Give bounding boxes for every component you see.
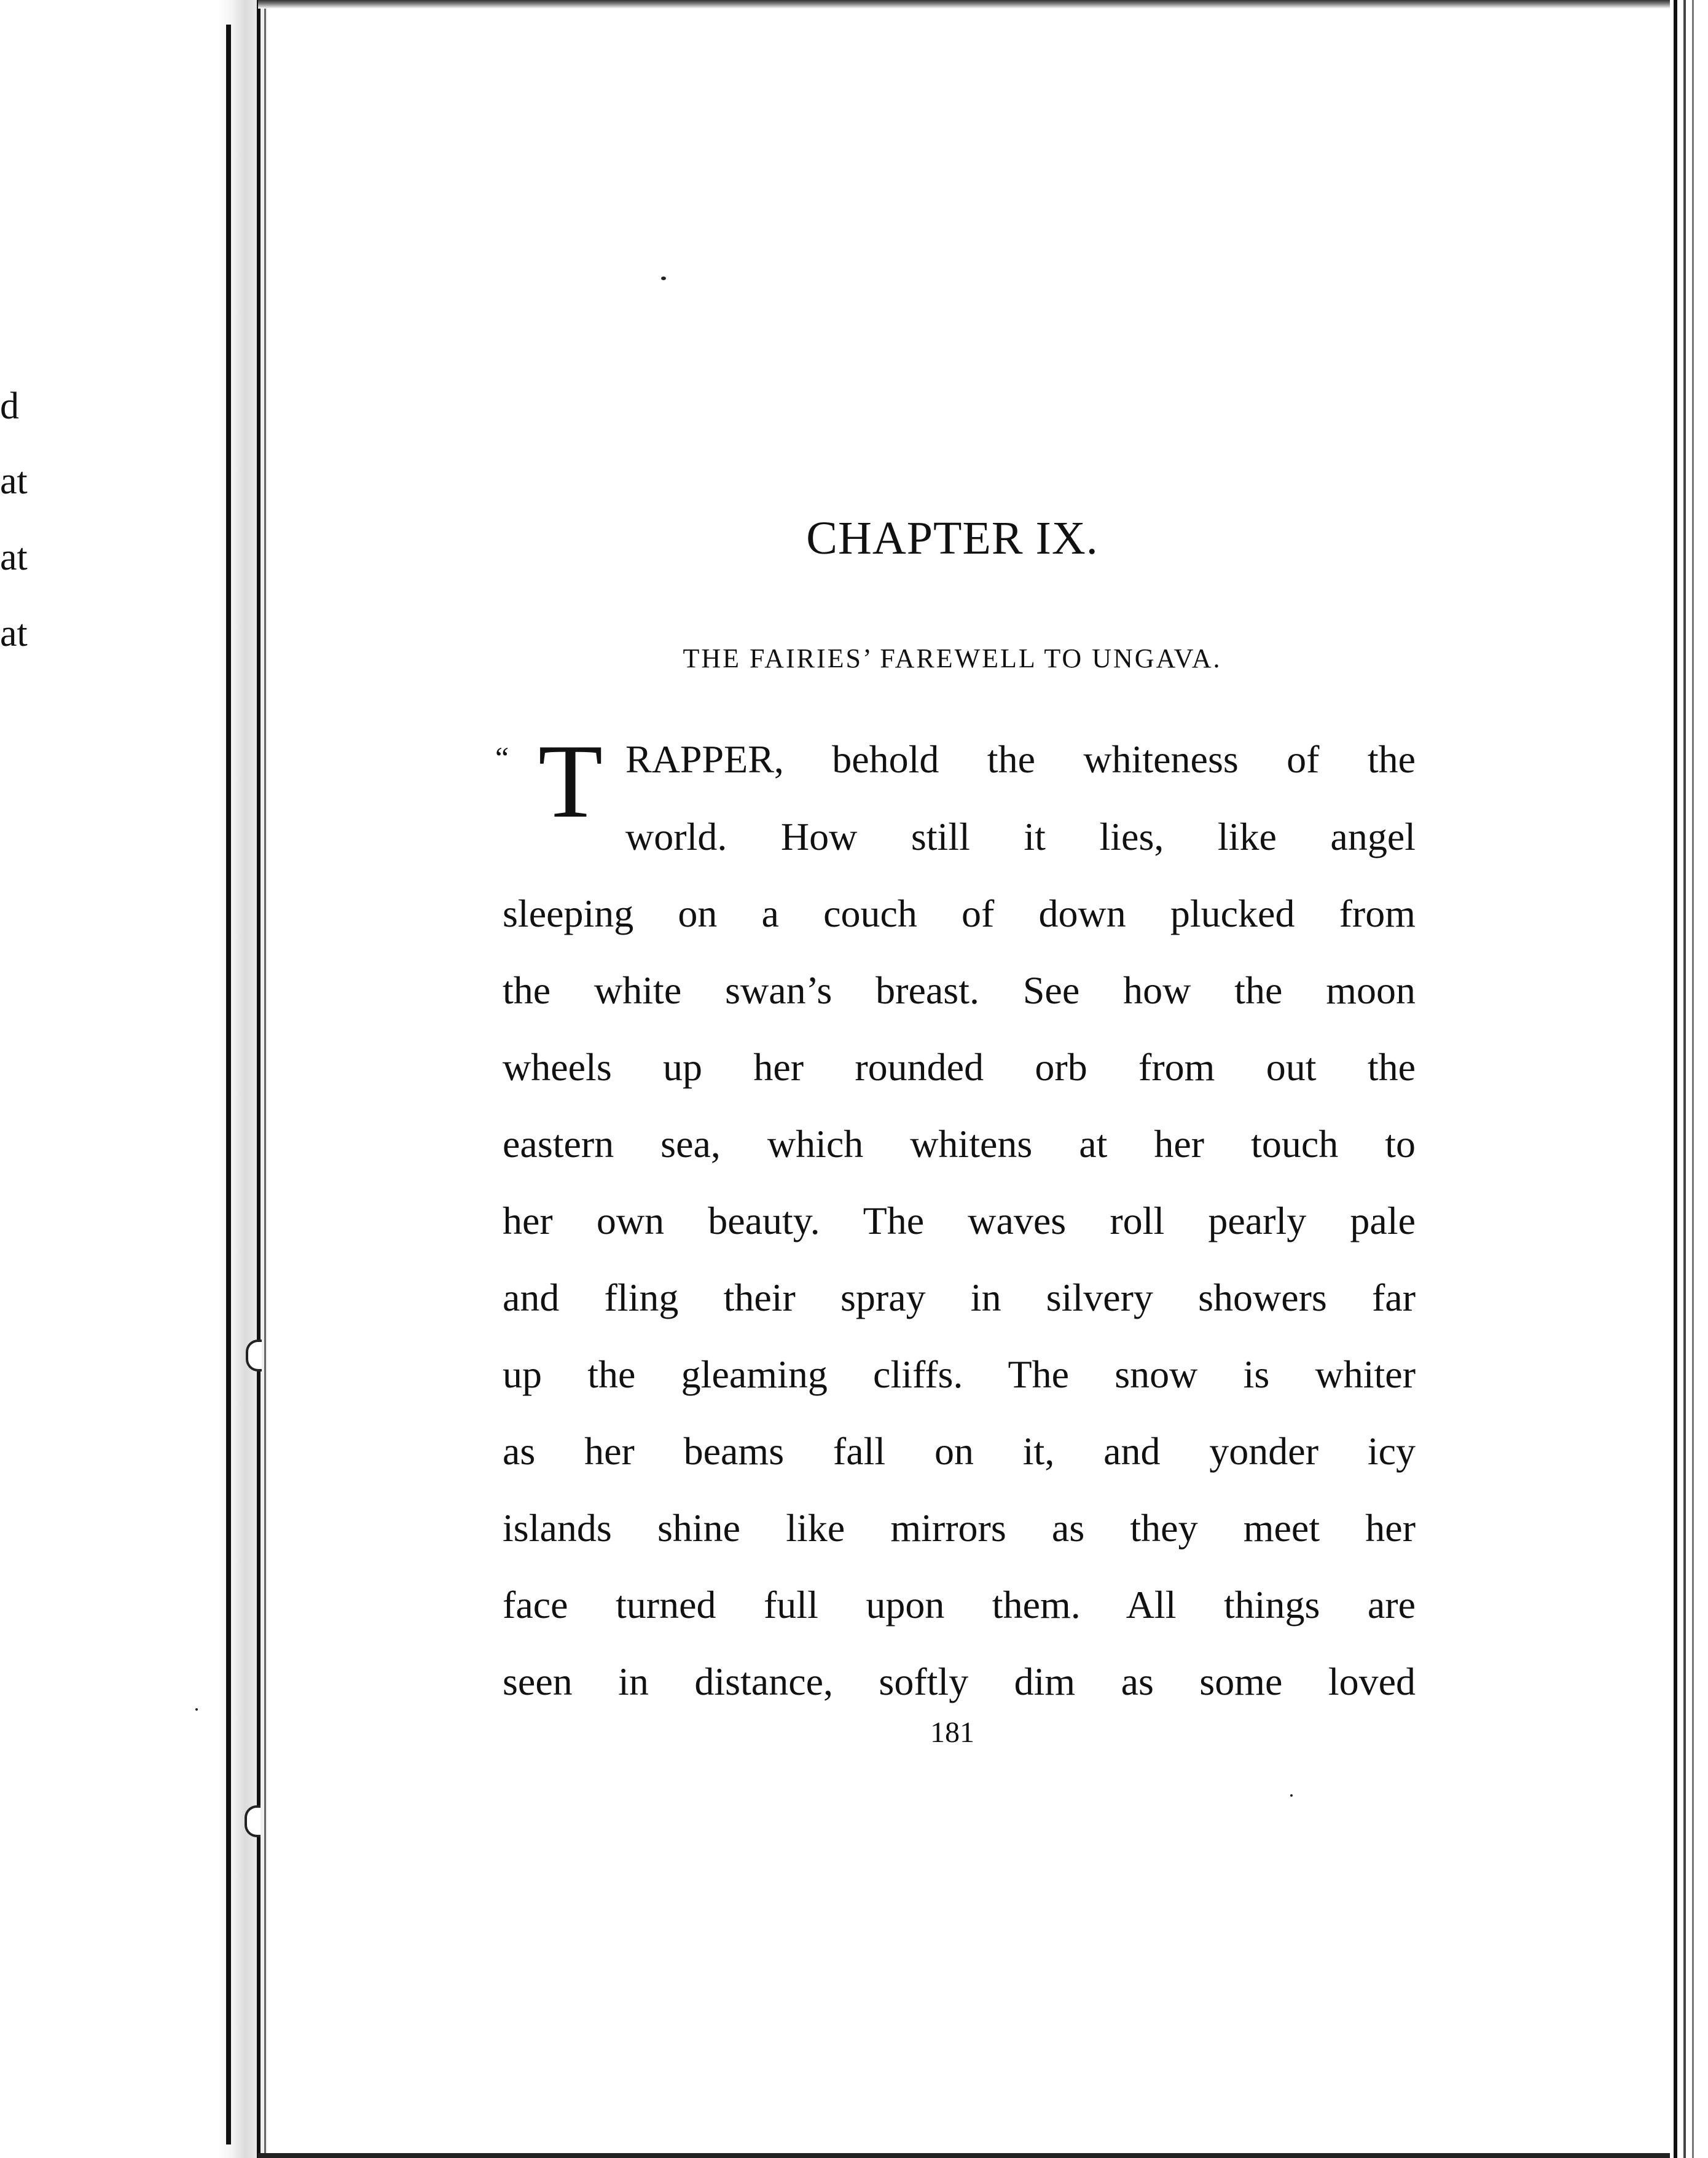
paper-speck — [1290, 1794, 1293, 1797]
page-left-edge-shadow — [264, 0, 266, 2158]
body-text-line: face turned full upon them. All things are — [503, 1583, 1416, 1626]
page-top-edge — [258, 0, 1671, 9]
body-text-line: islands shine like mirrors as they meet her — [503, 1506, 1416, 1550]
body-text-line: sleeping on a couch of down plucked from — [503, 892, 1416, 935]
drop-cap: T — [538, 723, 603, 840]
body-text-line: and fling their spray in silvery showers far — [503, 1276, 1416, 1319]
body-text-line: as her beams fall on it, and yonder icy — [503, 1429, 1416, 1473]
opening-quote-mark: “ — [495, 740, 509, 775]
left-facing-page — [0, 0, 221, 2158]
body-text-line: world. How still it lies, like angel — [625, 815, 1416, 858]
left-page-fragment: d — [0, 385, 19, 427]
page-number: 181 — [930, 1716, 974, 1749]
binding-tab-mark — [246, 1340, 262, 1371]
body-text-line: wheels up her rounded orb from out the — [503, 1045, 1416, 1089]
body-text-line: her own beauty. The waves roll pearly pale — [503, 1199, 1416, 1242]
body-text-line: the white swan’s breast. See how the moon — [503, 968, 1416, 1012]
page-right-edge-line — [1692, 0, 1694, 2158]
left-page-fragment: at — [0, 536, 28, 578]
chapter-subtitle: THE FAIRIES’ FAREWELL TO UNGAVA. — [683, 643, 1222, 673]
body-text-line: RAPPER, behold the whiteness of the — [625, 737, 1416, 781]
page-bottom-edge — [258, 2153, 1671, 2158]
page-right-edges — [1670, 0, 1708, 2158]
chapter-title: CHAPTER IX. — [806, 512, 1099, 564]
body-text-line: seen in distance, softly dim as some loved — [503, 1660, 1416, 1703]
page-right-edge-line — [1683, 0, 1686, 2158]
body-text-line: eastern sea, which whitens at her touch to — [503, 1122, 1416, 1166]
gutter-fold-line — [226, 25, 231, 2144]
page-right-edge-line — [1674, 0, 1677, 2158]
body-text-line: up the gleaming cliffs. The snow is whiter — [503, 1352, 1416, 1396]
binding-tab-mark — [245, 1805, 261, 1837]
left-page-fragment: at — [0, 460, 28, 502]
paper-speck — [661, 277, 666, 280]
paper-speck — [195, 1708, 198, 1711]
left-page-fragment: at — [0, 613, 28, 654]
